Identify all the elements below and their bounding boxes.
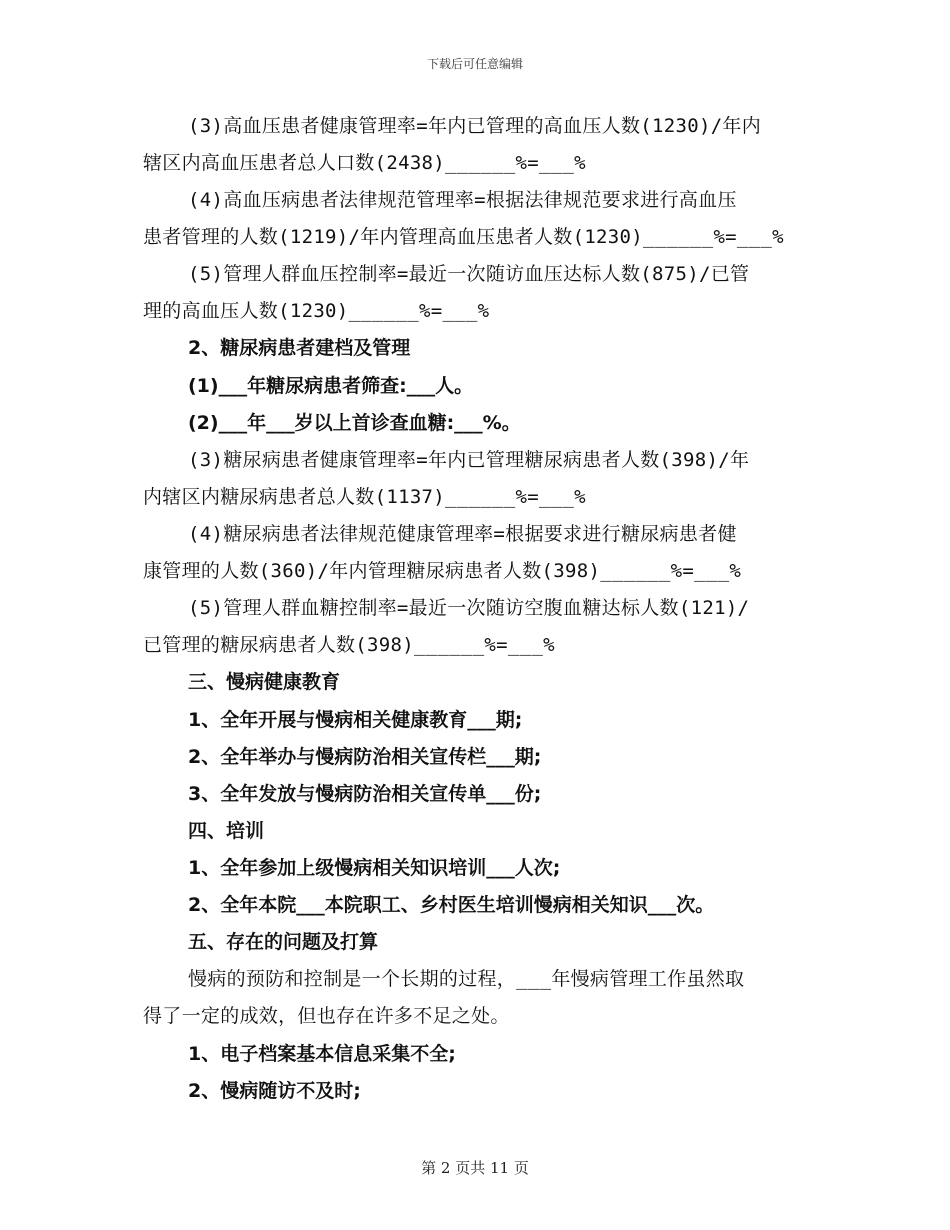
- text-line: (3)糖尿病患者健康管理率=年内已管理糖尿病患者人数(398)/年: [188, 449, 750, 471]
- text-line-bold: (1)___年糖尿病患者筛查:___人。: [188, 375, 474, 397]
- text-line: 康管理的人数(360)/年内管理糖尿病患者人数(398)______%=___%: [143, 560, 742, 582]
- text-line: (4)糖尿病患者法律规范健康管理率=根据要求进行糖尿病患者健: [188, 523, 737, 545]
- text-line: 患者管理的人数(1219)/年内管理高血压患者人数(1230)______%=___%: [143, 226, 784, 248]
- text-line: 内辖区内糖尿病患者总人数(1137)______%=___%: [143, 486, 586, 508]
- text-line: 已管理的糖尿病患者人数(398)______%=___%: [143, 634, 555, 656]
- text-line: (3)高血压患者健康管理率=年内已管理的高血压人数(1230)/年内: [188, 115, 762, 137]
- text-line-bold: 2、慢病随访不及时;: [188, 1080, 361, 1102]
- text-line-bold: 3、全年发放与慢病防治相关宣传单___份;: [188, 783, 542, 805]
- text-line: 慢病的预防和控制是一个长期的过程，___年慢病管理工作虽然取: [188, 968, 745, 990]
- section-heading: 四、培训: [188, 820, 265, 842]
- text-line-bold: 2、全年举办与慢病防治相关宣传栏___期;: [188, 746, 542, 768]
- text-line: (4)高血压病患者法律规范管理率=根据法律规范要求进行高血压: [188, 189, 737, 211]
- text-line-bold: 1、全年参加上级慢病相关知识培训___人次;: [188, 857, 561, 879]
- page-footer: 第 2 页共 11 页: [421, 1159, 529, 1177]
- text-line-bold: 2、全年本院___本院职工、乡村医生培训慢病相关知识___次。: [188, 894, 715, 916]
- text-line: 理的高血压人数(1230)______%=___%: [143, 300, 490, 322]
- page-header: 下载后可任意编辑: [426, 57, 523, 71]
- text-line: (5)管理人群血糖控制率=最近一次随访空腹血糖达标人数(121)/: [188, 597, 750, 619]
- text-line-bold: 1、全年开展与慢病相关健康教育___期;: [188, 709, 523, 731]
- section-heading: 三、慢病健康教育: [188, 671, 341, 693]
- text-line-bold: 1、电子档案基本信息采集不全;: [188, 1043, 456, 1065]
- text-line-bold: (2)___年___岁以上首诊查血糖:___%。: [188, 412, 521, 434]
- text-line: 辖区内高血压患者总人口数(2438)______%=___%: [143, 152, 586, 174]
- section-heading: 2、糖尿病患者建档及管理: [188, 337, 411, 359]
- section-heading: 五、存在的问题及打算: [188, 931, 379, 953]
- text-line: 得了一定的成效，但也存在许多不足之处。: [143, 1005, 510, 1027]
- text-line: (5)管理人群血压控制率=最近一次随访血压达标人数(875)/已管: [188, 263, 750, 285]
